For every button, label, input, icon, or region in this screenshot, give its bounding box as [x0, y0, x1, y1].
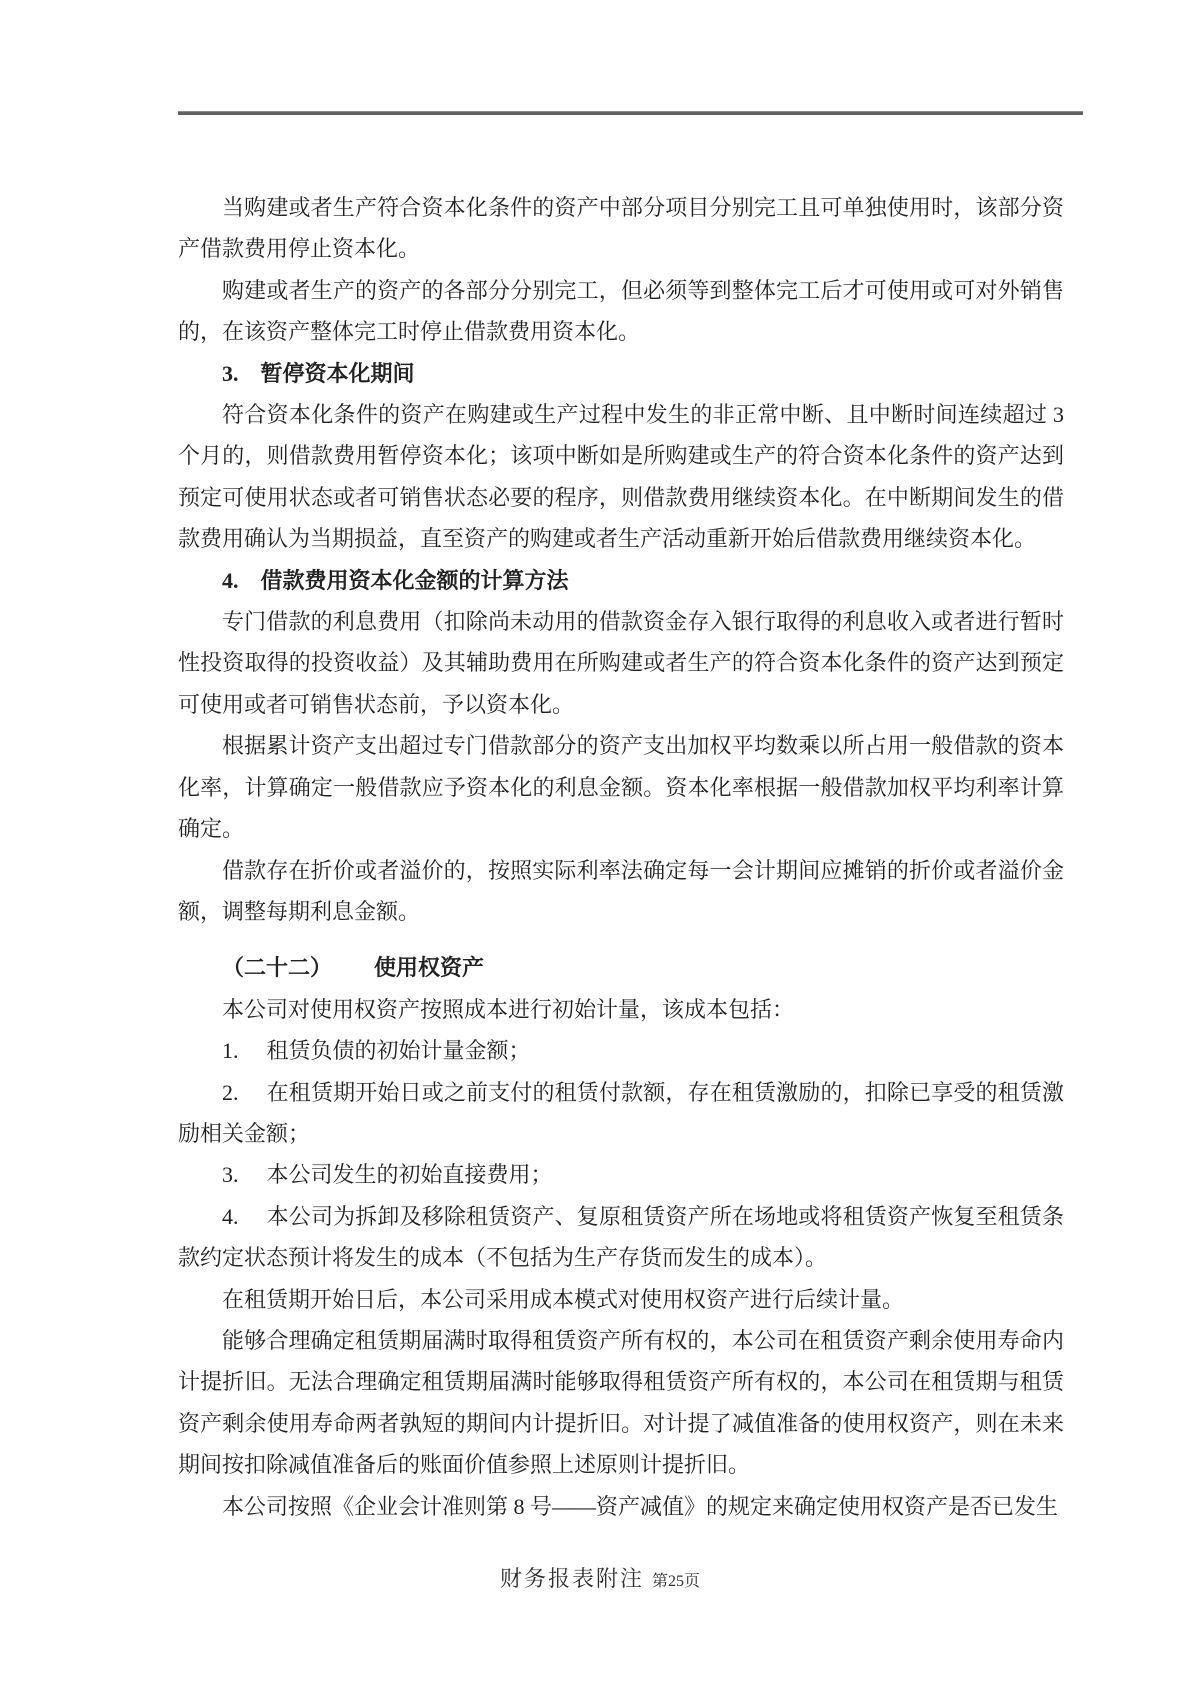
list-item	[178, 1072, 1064, 1155]
section-heading	[178, 947, 1064, 988]
page-footer	[0, 1562, 1200, 1593]
paragraph: 当购建或者生产符合资本化条件的资产中部分项目分别完工且可单独使用时，该部分资产借款费用停止资本化。	[178, 195, 1064, 262]
list-item	[178, 1154, 1064, 1195]
header-rule	[178, 111, 1083, 115]
footer-title: 财务报表附注	[499, 1566, 644, 1591]
footer-page-number: 第25页	[652, 1573, 701, 1590]
paragraph: 本公司对使用权资产按照成本进行初始计量，该成本包括：	[222, 996, 795, 1022]
list-item-number: 2.	[222, 1079, 239, 1105]
list-item	[178, 1030, 1064, 1071]
section-title: 使用权资产	[374, 955, 485, 981]
paragraph: 专门借款的利息费用（扣除尚未动用的借款资金存入银行取得的利息收入或者进行暂时性投资取得的投资收益）及其辅助费用在所购建或者生产的符合资本化条件的资产达到预定可使用或者可销售状态前，予以资本化。	[178, 609, 1064, 717]
heading-title: 暂停资本化期间	[260, 360, 415, 386]
list-item-text: 本公司为拆卸及移除租赁资产、复原租赁资产所在场地或将租赁资产恢复至租赁条款约定状态预计将发生的成本（不包括为生产存货而发生的成本）。	[178, 1203, 1064, 1271]
heading-title: 借款费用资本化金额的计算方法	[260, 567, 569, 593]
section-number: （二十二）	[222, 955, 333, 981]
paragraph: 在租赁期开始日后，本公司采用成本模式对使用权资产进行后续计量。	[222, 1286, 905, 1312]
heading-number: 3.	[222, 360, 239, 386]
list-item-text: 在租赁期开始日或之前支付的租赁付款额，存在租赁激励的，扣除已享受的租赁激励相关金额；	[178, 1079, 1064, 1146]
heading-number: 4.	[222, 567, 239, 593]
list-item	[178, 1196, 1064, 1279]
paragraph: 符合资本化条件的资产在购建或生产过程中发生的非正常中断、且中断时间连续超过 3 个月的，则借款费用暂停资本化；该项中断如是所购建或生产的符合资本化条件的资产达到预定可使用状态或者可销售状态必要的程序，则借款费用继续资本化。在中断期间发生的借款费用确认为当期损益，直至资产的购建或者生产活动重新开始后借款费用继续资本化。	[178, 402, 1064, 552]
list-item-number: 1.	[222, 1038, 239, 1064]
numbered-heading	[178, 353, 1064, 394]
paragraph: 购建或者生产的资产的各部分分别完工，但必须等到整体完工后才可使用或可对外销售的，在该资产整体完工时停止借款费用资本化。	[178, 277, 1064, 345]
list-item-text: 本公司发生的初始直接费用；	[266, 1162, 553, 1188]
paragraph: 能够合理确定租赁期届满时取得租赁资产所有权的，本公司在租赁资产剩余使用寿命内计提折旧。无法合理确定租赁期届满时能够取得租赁资产所有权的，本公司在租赁期与租赁资产剩余使用寿命两者孰短的期间内计提折旧。对计提了减值准备的使用权资产，则在未来期间按扣除减值准备后的账面价值参照上述原则计提折旧。	[178, 1327, 1064, 1478]
list-item-number: 4.	[222, 1203, 239, 1229]
paragraph: 根据累计资产支出超过专门借款部分的资产支出加权平均数乘以所占用一般借款的资本化率，计算确定一般借款应予资本化的利息金额。资本化率根据一般借款加权平均利率计算确定。	[178, 733, 1064, 842]
numbered-heading	[178, 560, 1064, 601]
paragraph: 本公司按照《企业会计准则第 8 号——资产减值》的规定来确定使用权资产是否已发生	[222, 1493, 1059, 1519]
paragraph: 借款存在折价或者溢价的，按照实际利率法确定每一会计期间应摊销的折价或者溢价金额，调整每期利息金额。	[178, 857, 1064, 924]
list-item-number: 3.	[222, 1162, 239, 1188]
document-body	[178, 187, 1064, 1527]
list-item-text: 租赁负债的初始计量金额；	[266, 1038, 531, 1064]
